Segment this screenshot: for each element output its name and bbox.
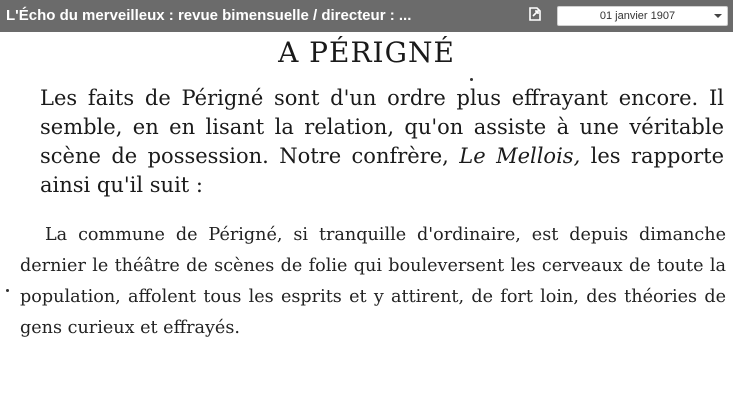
viewer-toolbar [0, 0, 733, 32]
article-paragraph-intro [40, 84, 724, 200]
article-heading: A PÉRIGNÉ [278, 36, 455, 69]
intro-text-start: Les faits de Périgné sont d'un ordre plus effrayant encore. Il semble, en en lisant la relation, qu'on assiste à une véritable scène de possession. Notre confrère, [40, 86, 724, 168]
chevron-down-icon [709, 6, 727, 26]
issue-date-select[interactable] [557, 6, 728, 26]
share-page-icon [526, 5, 544, 27]
newspaper-name: Le Mellois, [459, 144, 581, 168]
share-page-button[interactable] [524, 6, 546, 26]
print-speck [6, 289, 9, 292]
intro-text-end: les rapporte ainsi qu'il suit : [40, 144, 724, 197]
document-title: L'Écho du merveilleux : revue bimensuelle / directeur : ... [6, 7, 412, 24]
print-speck [470, 78, 473, 81]
article-paragraph-quote: La commune de Périgné, si tranquille d'ordinaire, est depuis dimanche dernier le théâtre de scènes de folie qui bouleversent les cerveaux de toute la population, affolent tous les esprits et y attirent, de fort loin, des théories de gens curieux et effrayés. [20, 225, 726, 338]
scanned-page [0, 32, 733, 405]
issue-date-value: 01 janvier 1907 [599, 10, 676, 22]
